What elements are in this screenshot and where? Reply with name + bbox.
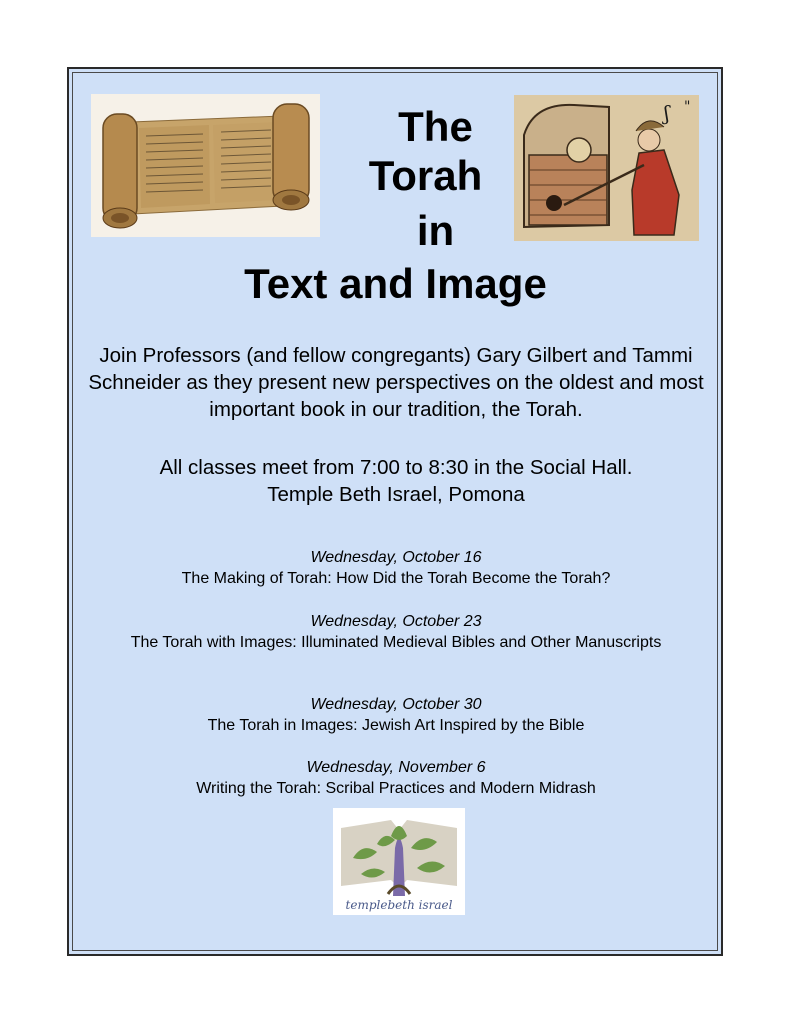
svg-text:": " — [684, 99, 691, 115]
session-date: Wednesday, October 23 — [310, 613, 482, 630]
logo-text: templebeth israel — [345, 898, 453, 912]
session-date: Wednesday, October 30 — [310, 696, 482, 713]
session-item — [120, 757, 672, 799]
session-topic: The Torah with Images: Illuminated Medieval Bibles and Other Manuscripts — [130, 634, 662, 651]
title-line-1: The — [398, 103, 473, 150]
session-topic: The Making of Torah: How Did the Torah Become the Torah? — [181, 570, 611, 587]
session-item — [120, 611, 672, 653]
temple-logo — [333, 808, 465, 915]
title-line-2: Torah — [368, 152, 483, 199]
session-topic: Writing the Torah: Scribal Practices and Modern Midrash — [196, 780, 596, 797]
title-line-4: Text and Image — [244, 260, 547, 307]
svg-text:ʃ: ʃ — [664, 101, 670, 125]
intro-paragraph: Join Professors (and fellow congregants) Gary Gilbert and Tammi Schneider as they present new perspectives on the oldest and most important book in our tradition, the Torah. — [88, 344, 704, 421]
session-date: Wednesday, October 16 — [310, 549, 482, 566]
title-line-3: in — [416, 207, 455, 254]
session-item — [120, 694, 672, 736]
meeting-location: Temple Beth Israel, Pomona — [267, 483, 525, 506]
meeting-time: All classes meet from 7:00 to 8:30 in the Social Hall. — [159, 456, 633, 479]
session-topic: The Torah in Images: Jewish Art Inspired by the Bible — [207, 717, 585, 734]
session-date: Wednesday, November 6 — [306, 759, 486, 776]
session-item — [120, 547, 672, 589]
